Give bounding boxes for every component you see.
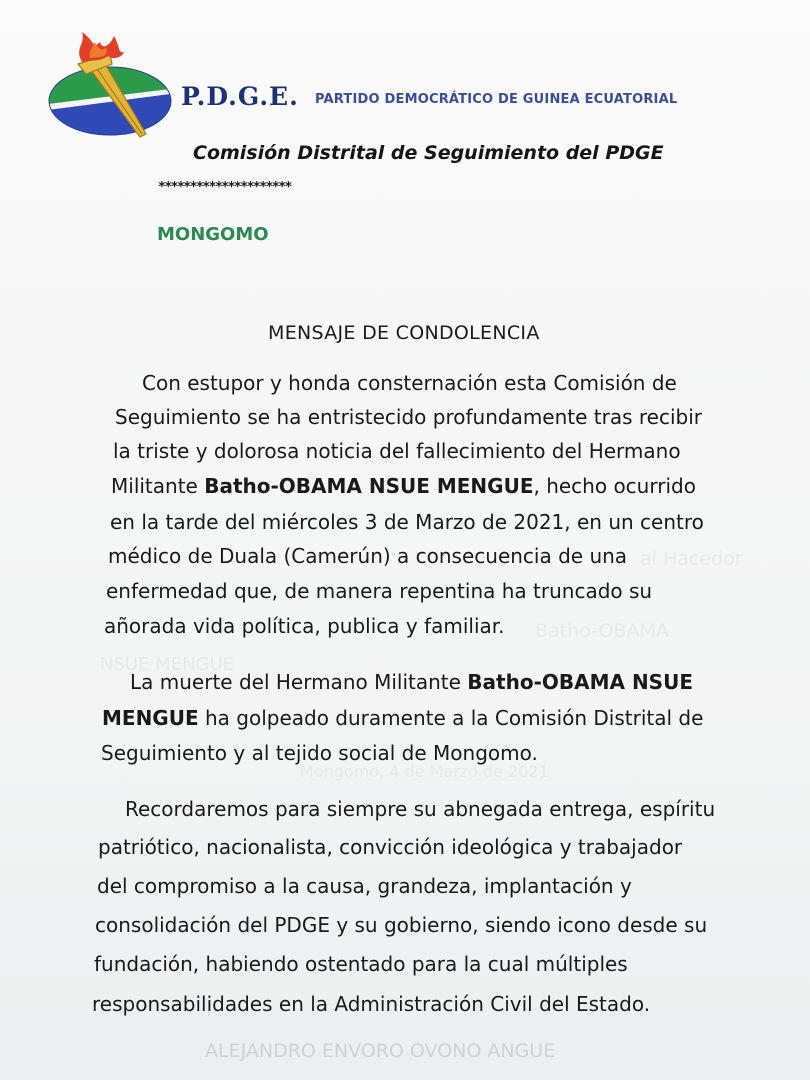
body-line: consolidación del PDGE y su gobierno, siendo icono desde su — [95, 913, 708, 937]
body-line: Seguimiento se ha entristecido profundamente tras recibir — [115, 405, 703, 429]
show-through-hacedor: al Hacedor — [640, 548, 743, 570]
show-through-name-b: NSUE MENGUE — [100, 654, 235, 675]
body-line: responsabilidades en la Administración Civil del Estado. — [92, 992, 651, 1016]
show-through-name-a: Batho-OBAMA — [535, 620, 669, 642]
party-abbreviation: P.D.G.E. — [181, 82, 299, 111]
show-through-date: Mongomo, 4 de Marzo de 2021 — [300, 762, 549, 781]
body-line: del compromiso a la causa, grandeza, implantación y — [97, 874, 632, 898]
party-full-name: PARTIDO DEMOCRÁTICO DE GUINEA ECUATORIAL — [315, 92, 678, 107]
body-line: fundación, habiendo ostentado para la cual múltiples — [94, 952, 628, 976]
message-title: MENSAJE DE CONDOLENCIA — [268, 322, 540, 344]
body-line: Recordaremos para siempre su abnegada entrega, espíritu — [125, 797, 716, 821]
body-line: Militante Batho-OBAMA NSUE MENGUE, hecho ocurrido — [111, 474, 696, 498]
show-through-signatory: ALEJANDRO ENVORO OVONO ANGUE — [205, 1040, 556, 1062]
body-line: la triste y dolorosa noticia del fallecimiento del Hermano — [113, 439, 681, 463]
body-line: Seguimiento y al tejido social de Mongomo. — [101, 741, 538, 765]
district-name: MONGOMO — [157, 224, 269, 245]
body-line: La muerte del Hermano Militante Batho-OBAMA NSUE — [130, 670, 693, 694]
deceased-name: Batho-OBAMA NSUE MENGUE — [204, 474, 534, 498]
asterisk-separator: ********************* — [158, 180, 291, 195]
body-line: en la tarde del miércoles 3 de Marzo de 2021, en un centro — [110, 510, 704, 534]
pdge-torch-logo — [48, 30, 178, 142]
body-line: médico de Duala (Camerún) a consecuencia de una — [108, 544, 628, 568]
body-line: MENGUE ha golpeado duramente a la Comisión Distrital de — [102, 706, 704, 730]
body-line: añorada vida política, publica y familiar. — [104, 614, 505, 638]
deceased-name: Batho-OBAMA NSUE — [467, 670, 693, 694]
body-line: Con estupor y honda consternación esta Comisión de — [142, 371, 677, 395]
body-line: enfermedad que, de manera repentina ha truncado su — [106, 579, 653, 603]
deceased-name: MENGUE — [102, 706, 199, 730]
commission-heading: Comisión Distrital de Seguimiento del PDGE — [193, 142, 664, 164]
body-line: patriótico, nacionalista, convicción ideológica y trabajador — [98, 835, 683, 859]
